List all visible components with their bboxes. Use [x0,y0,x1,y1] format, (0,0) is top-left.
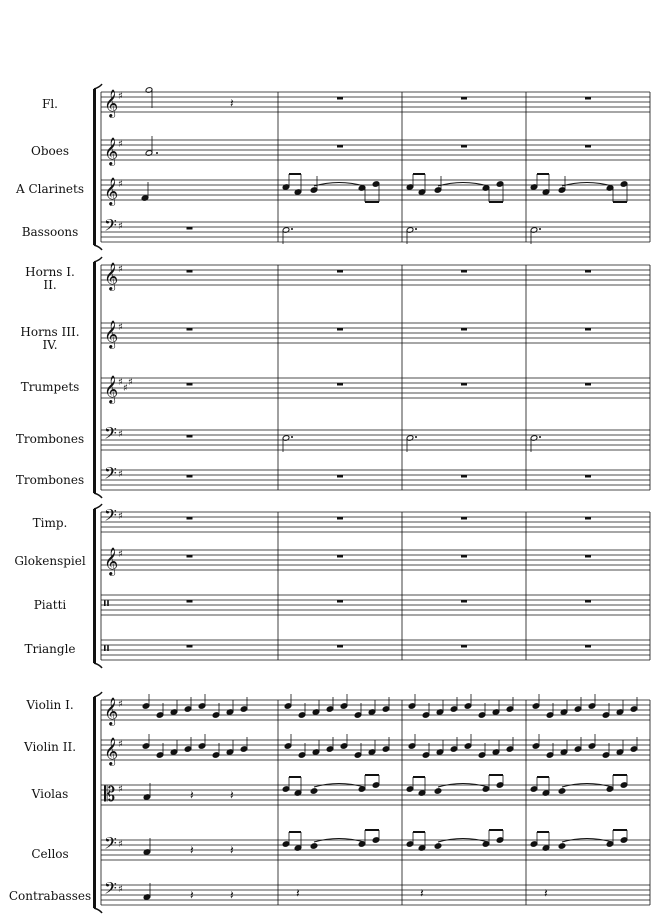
note-head [558,843,566,850]
instrument-label: Glokenspiel [14,554,86,568]
sharp-icon: ♯ [123,383,128,394]
treble-clef-icon: 𝄞 [104,375,119,403]
instrument-label: Fl. [42,97,58,111]
whole-rest [337,145,343,148]
dot [539,436,541,438]
quarter-rest-icon: 𝄽 [230,788,234,802]
bass-clef-icon: 𝄢 [104,878,117,902]
quarter-rest-icon: 𝄽 [230,888,234,902]
bracket-hook [94,84,102,89]
whole-rest [585,383,591,386]
instrument-label: Horns III. IV. [20,325,80,352]
whole-rest [585,270,591,273]
sharp-icon: ♯ [118,469,123,480]
sharp-icon: ♯ [118,179,123,190]
sharp-icon: ♯ [118,839,123,850]
quarter-rest-icon: 𝄽 [190,843,194,857]
whole-rest [337,517,343,520]
bass-clef-icon: 𝄢 [104,505,117,529]
note-head [434,843,442,850]
bracket-hook [94,908,102,913]
sharp-icon: ♯ [128,377,133,388]
sharp-icon: ♯ [118,549,123,560]
note-head [310,843,318,850]
whole-rest [461,145,467,148]
notes [141,87,638,902]
sharp-icon: ♯ [118,511,123,522]
instrument-label: Bassoons [21,225,79,239]
sharp-icon: ♯ [118,264,123,275]
bracket-hook [94,692,102,697]
sharp-icon: ♯ [118,377,123,388]
instrument-label: Trombones [15,432,85,446]
whole-rest [337,328,343,331]
whole-rest [337,383,343,386]
slur [562,183,612,187]
sharp-icon: ♯ [118,322,123,333]
treble-clef-icon: 𝄞 [104,697,119,725]
whole-rest [585,645,591,648]
whole-rest [187,555,193,558]
whole-rest [461,555,467,558]
instrument-label: Timp. [32,516,68,530]
whole-rest [187,328,193,331]
bracket-hook [94,504,102,509]
treble-clef-icon: 𝄞 [104,177,119,205]
instrument-label: A Clarinets [15,182,85,196]
note-head [558,788,566,795]
quarter-rest-icon: 𝄽 [190,788,194,802]
dot [539,228,541,230]
instrument-label: Piatti [33,598,67,612]
treble-clef-icon: 𝄞 [104,320,119,348]
percussion-clef-icon: 𝄥 [104,639,109,658]
dot [291,228,293,230]
quarter-rest-icon: 𝄽 [296,886,300,900]
sharp-icon: ♯ [118,139,123,150]
dot [415,436,417,438]
whole-rest [337,555,343,558]
whole-rest [461,383,467,386]
dot [156,152,158,154]
whole-rest [585,555,591,558]
note-head [434,788,442,795]
whole-rest [187,270,193,273]
instrument-label: Trumpets [20,380,80,394]
bass-clef-icon: 𝄢 [104,463,117,487]
slur [314,183,364,187]
dot [291,436,293,438]
instrument-label: Trombones [15,473,85,487]
slur [438,183,488,187]
whole-rest [461,600,467,603]
sharp-icon: ♯ [118,91,123,102]
bass-clef-icon: 𝄢 [104,215,117,239]
sharp-icon: ♯ [118,739,123,750]
whole-rest [187,600,193,603]
whole-rest [461,270,467,273]
quarter-rest-icon: 𝄽 [230,96,234,110]
treble-clef-icon: 𝄞 [104,89,119,117]
whole-rest [187,475,193,478]
whole-rest [337,645,343,648]
whole-rest [585,517,591,520]
sharp-icon: ♯ [118,784,123,795]
whole-rest [187,645,193,648]
whole-rest [461,328,467,331]
bracket-hook [94,245,102,250]
whole-rest [461,97,467,100]
whole-rest [585,600,591,603]
treble-clef-icon: 𝄞 [104,547,119,575]
bracket-hook [94,257,102,262]
treble-clef-icon: 𝄞 [104,737,119,765]
whole-rest [187,227,193,230]
dot [415,228,417,230]
whole-rest [187,517,193,520]
whole-rest [461,475,467,478]
sharp-icon: ♯ [118,221,123,232]
instrument-label: Horns I. II. [25,265,75,292]
system-bracket [93,89,96,245]
bass-clef-icon: 𝄢 [104,423,117,447]
treble-clef-icon: 𝄞 [104,137,119,165]
system-bracket [93,262,96,493]
treble-clef-icon: 𝄞 [104,262,119,290]
system-bracket [93,509,96,663]
whole-rest [461,645,467,648]
sharp-icon: ♯ [118,884,123,895]
instrument-label: Triangle [24,642,76,656]
whole-rest [585,97,591,100]
instrument-label: Contrabasses [8,889,92,903]
note-head [310,788,318,795]
quarter-rest-icon: 𝄽 [190,888,194,902]
sharp-icon: ♯ [118,429,123,440]
whole-rest [337,97,343,100]
whole-rest [461,517,467,520]
whole-rest [187,383,193,386]
instrument-label: Violin II. [23,740,77,754]
sharp-icon: ♯ [118,699,123,710]
whole-rest [187,435,193,438]
whole-rest [585,328,591,331]
quarter-rest-icon: 𝄽 [420,886,424,900]
instrument-label: Oboes [30,144,69,158]
bass-clef-icon: 𝄢 [104,833,117,857]
system-bracket [93,697,96,908]
whole-rest [585,475,591,478]
quarter-rest-icon: 𝄽 [544,886,548,900]
whole-rest [337,600,343,603]
quarter-rest-icon: 𝄽 [230,843,234,857]
bracket-hook [94,493,102,498]
bracket-hook [94,663,102,668]
instrument-label: Violas [31,787,69,801]
clefs [104,89,133,902]
instrument-label: Violin I. [26,698,74,712]
whole-rest [585,145,591,148]
instrument-label: Cellos [31,847,69,861]
whole-rest [337,475,343,478]
percussion-clef-icon: 𝄥 [104,594,109,613]
whole-rest [337,270,343,273]
alto-clef-icon: 𝄡 [104,782,116,806]
